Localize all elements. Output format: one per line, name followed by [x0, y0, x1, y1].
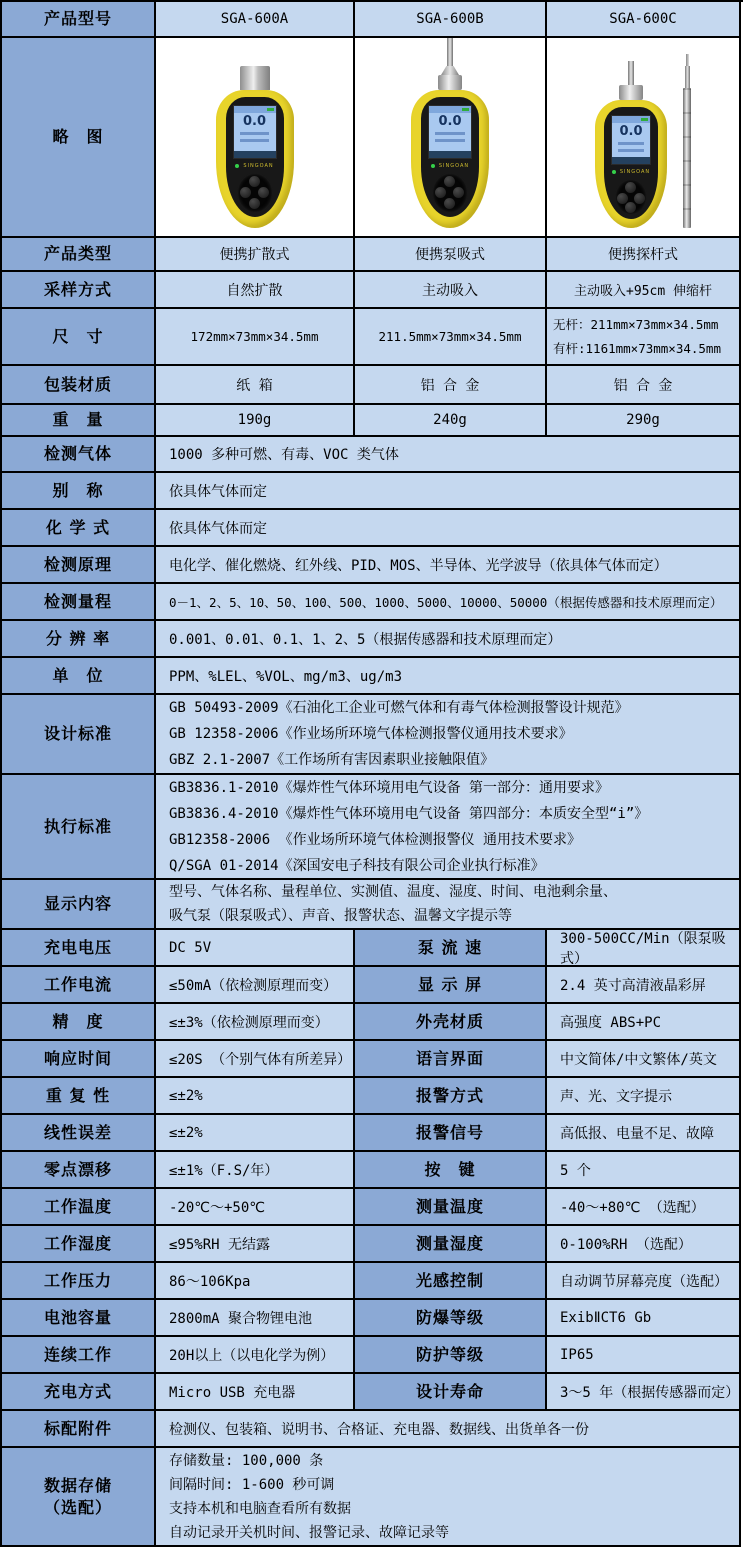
spec-label: 单 位 — [2, 658, 156, 695]
spec-label: 线性误差 — [2, 1115, 156, 1152]
spec-label: 重 复 性 — [2, 1078, 156, 1115]
spec-label: 工作湿度 — [2, 1226, 156, 1263]
lcd-reading: 0.0 — [438, 114, 462, 129]
spec-row-sampling — [2, 272, 743, 309]
spec-value: 检测仪、包装箱、说明书、合格证、充电器、数据线、出货单各一份 — [156, 1411, 741, 1448]
spec-value: ≤20S （个别气体有所差异） — [156, 1041, 355, 1078]
spec-row-pressure-light-control — [2, 1263, 743, 1300]
model-name-sga600c: SGA-600C — [547, 2, 741, 38]
lcd-reading: 0.0 — [242, 114, 267, 129]
spec-value: 240g — [355, 405, 547, 437]
lcd-reading: 0.0 — [619, 124, 643, 139]
spec-label: 零点漂移 — [2, 1152, 156, 1189]
spec-row-detection-principle — [2, 547, 743, 584]
spec-value: ≤±3%（依检测原理而变） — [156, 1004, 355, 1041]
spec-label: 标配附件 — [2, 1411, 156, 1448]
battery-icon — [462, 108, 469, 111]
spec-value: 300-500CC/Min（限泵吸式） — [547, 930, 741, 967]
spec-label: 检测量程 — [2, 584, 156, 621]
spec-row-repeatability-alarm-mode — [2, 1078, 743, 1115]
product-image-sga600c — [547, 38, 741, 238]
spec-value: 86～106Kpa — [156, 1263, 355, 1300]
pump-probe — [628, 61, 634, 85]
spec-value: 声、光、文字提示 — [547, 1078, 741, 1115]
spec-value: ≤±1%（F.S/年） — [156, 1152, 355, 1189]
spec-label: 数据存储 （选配） — [2, 1448, 156, 1547]
spec-value: 主动吸入+95cm 伸缩杆 — [547, 272, 741, 309]
spec-label: 响应时间 — [2, 1041, 156, 1078]
spec-label: 化 学 式 — [2, 510, 156, 547]
spec-label: 防护等级 — [355, 1337, 547, 1374]
spec-label: 设计标准 — [2, 695, 156, 775]
spec-label: 光感控制 — [355, 1263, 547, 1300]
spec-row-linearity-alarm-signal — [2, 1115, 743, 1152]
spec-value: 自动调节屏幕亮度（选配） — [547, 1263, 741, 1300]
spec-row-accuracy-shell — [2, 1004, 743, 1041]
spec-row-accessories — [2, 1411, 743, 1448]
spec-label: 别 称 — [2, 473, 156, 510]
spec-value: 铝 合 金 — [355, 366, 547, 405]
spec-row-response-language — [2, 1041, 743, 1078]
spec-label: 测量温度 — [355, 1189, 547, 1226]
spec-row-data-storage — [2, 1448, 743, 1547]
spec-value: 20H以上（以电化学为例） — [156, 1337, 355, 1374]
spec-value: 3～5 年（根据传感器而定） — [547, 1374, 741, 1411]
keypad — [615, 179, 647, 215]
spec-row-display-content — [2, 880, 743, 930]
keypad — [237, 173, 273, 213]
detector-diffusion-illustration — [216, 66, 294, 228]
spec-value: 便携泵吸式 — [355, 238, 547, 272]
spec-value: ≤±2% — [156, 1078, 355, 1115]
spec-label: 检测气体 — [2, 437, 156, 473]
spec-value: ≤95%RH 无结露 — [156, 1226, 355, 1263]
spec-value: 无杆：211mm×73mm×34.5mm 有杆:1161mm×73mm×34.5mm — [547, 309, 741, 366]
spec-row-dimensions — [2, 309, 743, 366]
telescopic-rod-illustration — [683, 54, 691, 228]
header-row — [2, 2, 743, 38]
brand-text: SINGOAN — [438, 163, 470, 169]
brand-text: SINGOAN — [243, 163, 274, 169]
spec-row-charging-design-life — [2, 1374, 743, 1411]
spec-value: GB3836.1-2010《爆炸性气体环境用电气设备 第一部分：通用要求》 GB3836.4-2010《爆炸性气体环境用电气设备 第四部分：本质安全型“i”》 GB12358-2006 《作业场所环境气体检测报警仪 通用技术要求》 Q/SGA 01-2014《深国安电子科技有限公司企业执行标准》 — [156, 775, 741, 880]
sensor-cap — [438, 75, 462, 90]
detector-rod-illustration — [595, 61, 667, 228]
spec-row-charge-voltage-pump-flow — [2, 930, 743, 967]
spec-label: 设计寿命 — [355, 1374, 547, 1411]
spec-row-chemical-formula — [2, 510, 743, 547]
spec-label: 泵 流 速 — [355, 930, 547, 967]
spec-value: -20℃～+50℃ — [156, 1189, 355, 1226]
spec-row-weight — [2, 405, 743, 437]
spec-value: 0-100%RH （选配） — [547, 1226, 741, 1263]
brand-text: SINGOAN — [619, 169, 651, 175]
spec-label: 产品类型 — [2, 238, 156, 272]
spec-value: 中文简体/中文繁体/英文 — [547, 1041, 741, 1078]
spec-row-current-display — [2, 967, 743, 1004]
spec-label: 工作电流 — [2, 967, 156, 1004]
spec-value: 便携探杆式 — [547, 238, 741, 272]
spec-value: ≤±2% — [156, 1115, 355, 1152]
sketch-row — [2, 38, 743, 238]
spec-value: 高低报、电量不足、故障 — [547, 1115, 741, 1152]
spec-value: 存储数量: 100,000 条 间隔时间: 1-600 秒可调 支持本机和电脑查看所有数据 自动记录开关机时间、报警记录、故障记录等 — [156, 1448, 741, 1547]
spec-value: 纸 箱 — [156, 366, 355, 405]
product-image-sga600a — [156, 38, 355, 238]
spec-label: 语言界面 — [355, 1041, 547, 1078]
spec-row-execution-standards — [2, 775, 743, 880]
spec-row-detection-range — [2, 584, 743, 621]
spec-label: 充电电压 — [2, 930, 156, 967]
spec-label: 报警信号 — [355, 1115, 547, 1152]
spec-row-work-temp-measure-temp — [2, 1189, 743, 1226]
spec-value: 高强度 ABS+PC — [547, 1004, 741, 1041]
spec-value: IP65 — [547, 1337, 741, 1374]
spec-row-battery-explosion-proof — [2, 1300, 743, 1337]
lcd-screen — [611, 115, 651, 165]
spec-value: 0.001、0.01、0.1、1、2、5（根据传感器和技术原理而定） — [156, 621, 741, 658]
spec-value: 172mm×73mm×34.5mm — [156, 309, 355, 366]
spec-value: GB 50493-2009《石油化工企业可燃气体和有毒气体检测报警设计规范》 GB 12358-2006《作业场所环境气体检测报警仪通用技术要求》 GBZ 2.1-2007《工作场所有害因素职业接触限值》 — [156, 695, 741, 775]
sensor-cap — [240, 66, 270, 90]
spec-value: 190g — [156, 405, 355, 437]
spec-label: 分 辨 率 — [2, 621, 156, 658]
spec-value: 290g — [547, 405, 741, 437]
spec-row-alias — [2, 473, 743, 510]
spec-label: 检测原理 — [2, 547, 156, 584]
spec-value: 1000 多种可燃、有毒、VOC 类气体 — [156, 437, 741, 473]
detector-pump-illustration — [411, 38, 489, 228]
product-image-sga600b — [355, 38, 547, 238]
spec-row-continuous-work-protection — [2, 1337, 743, 1374]
spec-value: PPM、%LEL、%VOL、mg/m3、ug/m3 — [156, 658, 741, 695]
spec-value: 依具体气体而定 — [156, 510, 741, 547]
lcd-screen — [428, 105, 472, 159]
spec-row-product-type — [2, 238, 743, 272]
spec-label: 采样方式 — [2, 272, 156, 309]
spec-label: 尺 寸 — [2, 309, 156, 366]
spec-label: 精 度 — [2, 1004, 156, 1041]
spec-row-resolution — [2, 621, 743, 658]
spec-value: 0－1、2、5、10、50、100、500、1000、5000、10000、50000（根据传感器和技术原理而定） — [156, 584, 741, 621]
spec-value: 2.4 英寸高清液晶彩屏 — [547, 967, 741, 1004]
pump-probe — [447, 38, 453, 66]
spec-label: 工作温度 — [2, 1189, 156, 1226]
spec-value: 主动吸入 — [355, 272, 547, 309]
spec-value: ≤50mA（依检测原理而变） — [156, 967, 355, 1004]
spec-row-packaging — [2, 366, 743, 405]
spec-value: 型号、气体名称、量程单位、实测值、温度、湿度、时间、电池剩余量、 吸气泵（限泵吸式）、声音、报警状态、温馨文字提示等 — [156, 880, 741, 930]
spec-label: 防爆等级 — [355, 1300, 547, 1337]
spec-label: 重 量 — [2, 405, 156, 437]
spec-value: 211.5mm×73mm×34.5mm — [355, 309, 547, 366]
status-led — [612, 170, 616, 174]
spec-label: 工作压力 — [2, 1263, 156, 1300]
spec-row-zero-drift-buttons — [2, 1152, 743, 1189]
sensor-cap — [619, 85, 643, 100]
spec-value: 自然扩散 — [156, 272, 355, 309]
spec-label: 电池容量 — [2, 1300, 156, 1337]
spec-label: 包装材质 — [2, 366, 156, 405]
spec-row-detected-gases — [2, 437, 743, 473]
spec-label: 执行标准 — [2, 775, 156, 880]
spec-value: Micro USB 充电器 — [156, 1374, 355, 1411]
spec-value: 便携扩散式 — [156, 238, 355, 272]
spec-label: 按 键 — [355, 1152, 547, 1189]
battery-icon — [267, 108, 274, 111]
spec-row-units — [2, 658, 743, 695]
spec-label: 连续工作 — [2, 1337, 156, 1374]
spec-label: 报警方式 — [355, 1078, 547, 1115]
lcd-screen — [233, 105, 277, 159]
spec-value: 依具体气体而定 — [156, 473, 741, 510]
spec-label: 充电方式 — [2, 1374, 156, 1411]
status-led — [235, 164, 239, 168]
spec-value: ExibⅡCT6 Gb — [547, 1300, 741, 1337]
spec-value: 2800mA 聚合物锂电池 — [156, 1300, 355, 1337]
spec-label: 显 示 屏 — [355, 967, 547, 1004]
model-name-sga600b: SGA-600B — [355, 2, 547, 38]
header-label: 产品型号 — [2, 2, 156, 38]
spec-label: 显示内容 — [2, 880, 156, 930]
spec-value: -40～+80℃ （选配） — [547, 1189, 741, 1226]
spec-value: 5 个 — [547, 1152, 741, 1189]
keypad — [432, 173, 468, 213]
spec-value: 铝 合 金 — [547, 366, 741, 405]
spec-label: 外壳材质 — [355, 1004, 547, 1041]
model-name-sga600a: SGA-600A — [156, 2, 355, 38]
spec-row-work-humidity-measure-humidity — [2, 1226, 743, 1263]
sketch-label: 略 图 — [2, 38, 156, 238]
spec-label: 测量湿度 — [355, 1226, 547, 1263]
spec-row-design-standards — [2, 695, 743, 775]
battery-icon — [641, 118, 648, 121]
spec-value: DC 5V — [156, 930, 355, 967]
spec-value: 电化学、催化燃烧、红外线、PID、MOS、半导体、光学波导（依具体气体而定） — [156, 547, 741, 584]
status-led — [431, 164, 435, 168]
